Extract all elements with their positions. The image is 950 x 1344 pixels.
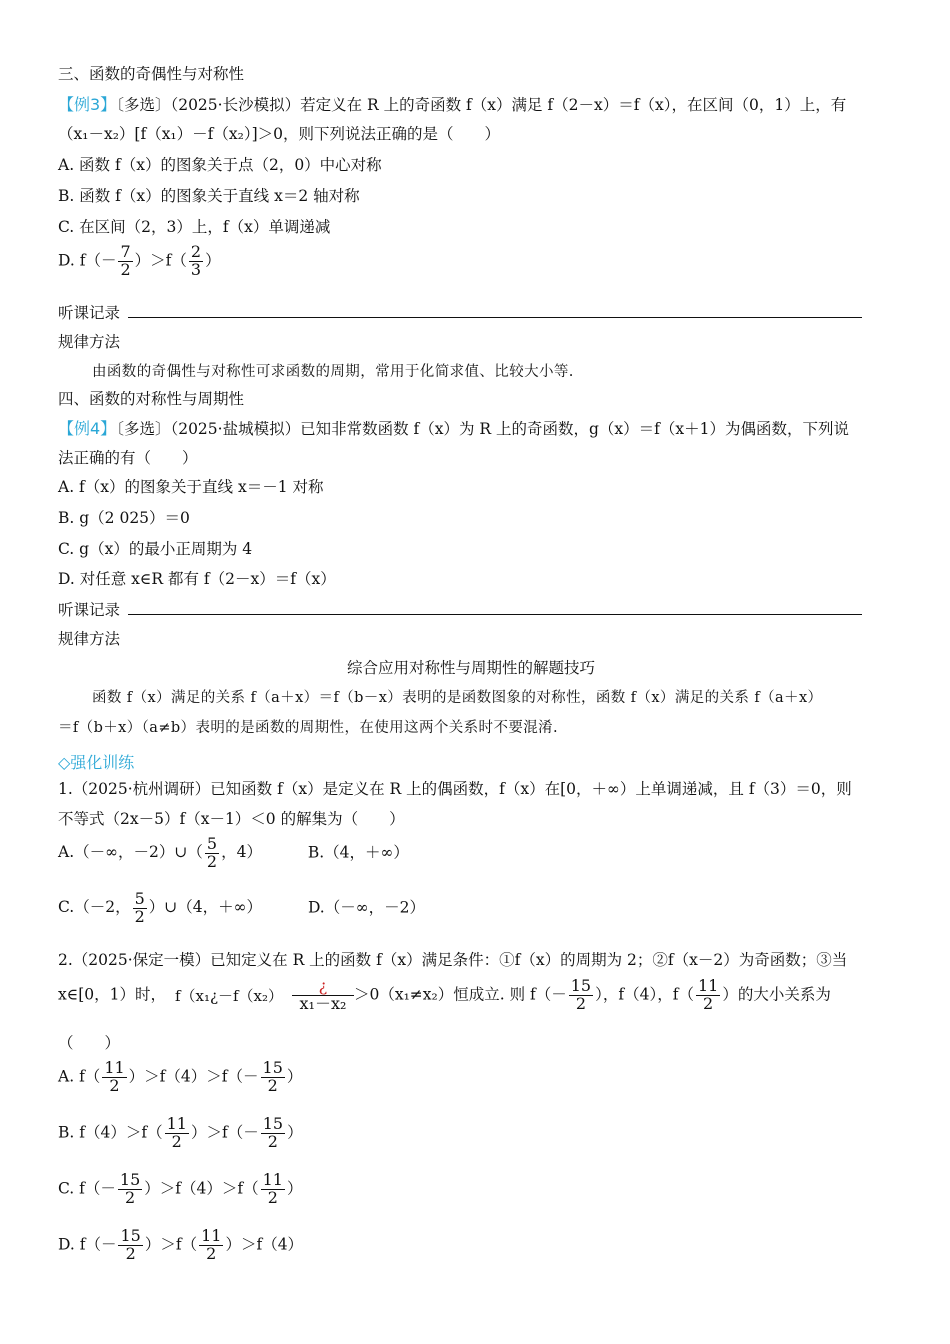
fraction: $\frac{15}{2}$ (262, 1058, 283, 1095)
fraction: $\frac{11}{2}$ (697, 976, 719, 1013)
q2-stem-line2: x∈[0，1）时， f（x₁¿－f（x₂） $\frac{¿}{\text{x₁－x₂}}$ ＞0（x₁≠x₂）恒成立. 则 f（－ $\frac{15}{2}$ ），f（4），f（ $\frac{11}{2}$ ）的大小关系为 (58, 976, 831, 1013)
q2-option-a: A. f（ $\frac{11}{2}$ ）＞f（4）＞f（－ $\frac{15}{2}$ ） (58, 1058, 303, 1095)
option-c: C. 在区间（2，3）上，f（x）单调递减 (58, 218, 331, 236)
notes-label: 听课记录 (58, 601, 121, 619)
example-stem-line1: （2025·盐城模拟）已知非常数函数 f（x）为 R 上的奇函数，g（x）＝f（x＋1）为偶函数，下列说 (170, 420, 850, 438)
option-c: C.（－2， $\frac{5}{2}$ ）∪（4，＋∞） (58, 889, 263, 926)
fraction: $\frac{5}{2}$ (206, 834, 218, 871)
question-type: 〔多选〕 (116, 96, 171, 114)
option-a: A. 函数 f（x）的图象关于点（2，0）中心对称 (58, 156, 382, 174)
example-4-stem (58, 416, 884, 439)
q2-option-b: B. f（4）＞f（ $\frac{11}{2}$ ）＞f（－ $\frac{15}{2}$ ） (58, 1114, 303, 1151)
fraction: $\frac{11}{2}$ (166, 1114, 187, 1151)
question-type: 〔多选〕 (116, 420, 171, 438)
q2-option-d: D. f（－ $\frac{15}{2}$ ）＞f（ $\frac{11}{2}$ ）＞f（4） (58, 1226, 304, 1263)
notes-label: 听课记录 (58, 304, 121, 322)
option-d: D. f（－ $\frac{7}{2}$ ）＞f（ $\frac{2}{3}$ ） (58, 242, 221, 279)
fraction: $\frac{15}{2}$ (120, 1226, 141, 1263)
fraction: $\frac{15}{2}$ (262, 1114, 284, 1151)
q1-options-ab (58, 836, 884, 871)
fraction: $\frac{11}{2}$ (104, 1058, 125, 1095)
option-c: C. g（x）的最小正周期为 4 (58, 540, 253, 558)
option-d: D. 对任意 x∈R 都有 f（2－x）＝f（x） (58, 570, 336, 588)
q1-options-cd (58, 891, 884, 926)
notes-line (128, 316, 862, 318)
tips-text-line2: ＝f（b＋x）（a≠b）表明的是函数的周期性，在使用这两个关系时不要混淆. (58, 720, 559, 736)
fraction: $\frac{2}{3}$ (190, 242, 202, 279)
option-a: A.（－∞，－2）∪（ $\frac{5}{2}$ ，4） (58, 834, 262, 871)
option-b: B. 函数 f（x）的图象关于直线 x＝2 轴对称 (58, 187, 360, 205)
example-3-stem (58, 92, 884, 115)
fraction: $\frac{11}{2}$ (201, 1226, 222, 1263)
fraction: $\frac{¿}{\text{x₁－x₂}}$ (294, 978, 352, 1013)
option-label: A. (58, 1067, 80, 1086)
q2-answer-paren: （ ） (58, 1034, 121, 1052)
option-b: B. g（2 025）＝0 (58, 509, 190, 527)
tips-text-line1: 函数 f（x）满足的关系 f（a＋x）＝f（b－x）表明的是函数图象的对称性，函数 f（x）满足的关系 f（a＋x） (92, 690, 823, 706)
option-label: B. (58, 1123, 80, 1142)
option-d: D.（－∞，－2） (307, 898, 426, 917)
option-b: B.（4，＋∞） (307, 843, 409, 862)
fraction: $\frac{15}{2}$ (119, 1170, 141, 1207)
training-heading: ◇强化训练 (58, 753, 135, 772)
q1-stem-line2: 不等式（2x－5）f（x－1）＜0 的解集为（ ） (58, 810, 405, 828)
option-a: A. f（x）的图象关于直线 x＝－1 对称 (58, 478, 324, 496)
q2-option-c: C. f（－ $\frac{15}{2}$ ）＞f（4）＞f（ $\frac{11}{2}$ ） (58, 1170, 303, 1207)
notes-line (128, 613, 862, 615)
section-heading-4: 四、函数的对称性与周期性 (58, 390, 245, 408)
method-text: 由函数的奇偶性与对称性可求函数的周期，常用于化简求值、比较大小等. (92, 364, 574, 380)
fraction: $\frac{15}{2}$ (570, 976, 592, 1013)
method-label: 规律方法 (58, 630, 121, 648)
example-3-stem-line2: （x₁－x₂）[f（x₁）－f（x₂）]＞0，则下列说法正确的是（ ） (58, 125, 501, 143)
fraction: $\frac{11}{2}$ (262, 1170, 283, 1207)
tips-title: 综合应用对称性与周期性的解题技巧 (346, 659, 595, 677)
fraction: $\frac{5}{2}$ (134, 889, 145, 926)
q1-stem-line1: 1.（2025·杭州调研）已知函数 f（x）是定义在 R 上的偶函数，f（x）在[0，＋∞）上单调递减，且 f（3）＝0，则 (58, 780, 852, 798)
section-heading-3: 三、函数的奇偶性与对称性 (58, 65, 245, 83)
example-4-stem-line2: 法正确的有（ ） (58, 449, 198, 467)
fraction: $\frac{7}{2}$ (120, 242, 131, 279)
option-label: D. (58, 1235, 80, 1254)
q2-stem-line1: 2.（2025·保定一模）已知定义在 R 上的函数 f（x）满足条件：①f（x）的周期为 2；②f（x－2）为奇函数；③当 (58, 951, 848, 969)
example-tag: 【例3】 (58, 95, 117, 114)
example-tag: 【例4】 (58, 419, 117, 438)
method-label: 规律方法 (58, 333, 121, 351)
example-stem-line1: （2025·长沙模拟）若定义在 R 上的奇函数 f（x）满足 f（2－x）＝f（x），在区间（0，1）上，有 (170, 96, 847, 114)
option-label: C. (58, 1179, 80, 1198)
